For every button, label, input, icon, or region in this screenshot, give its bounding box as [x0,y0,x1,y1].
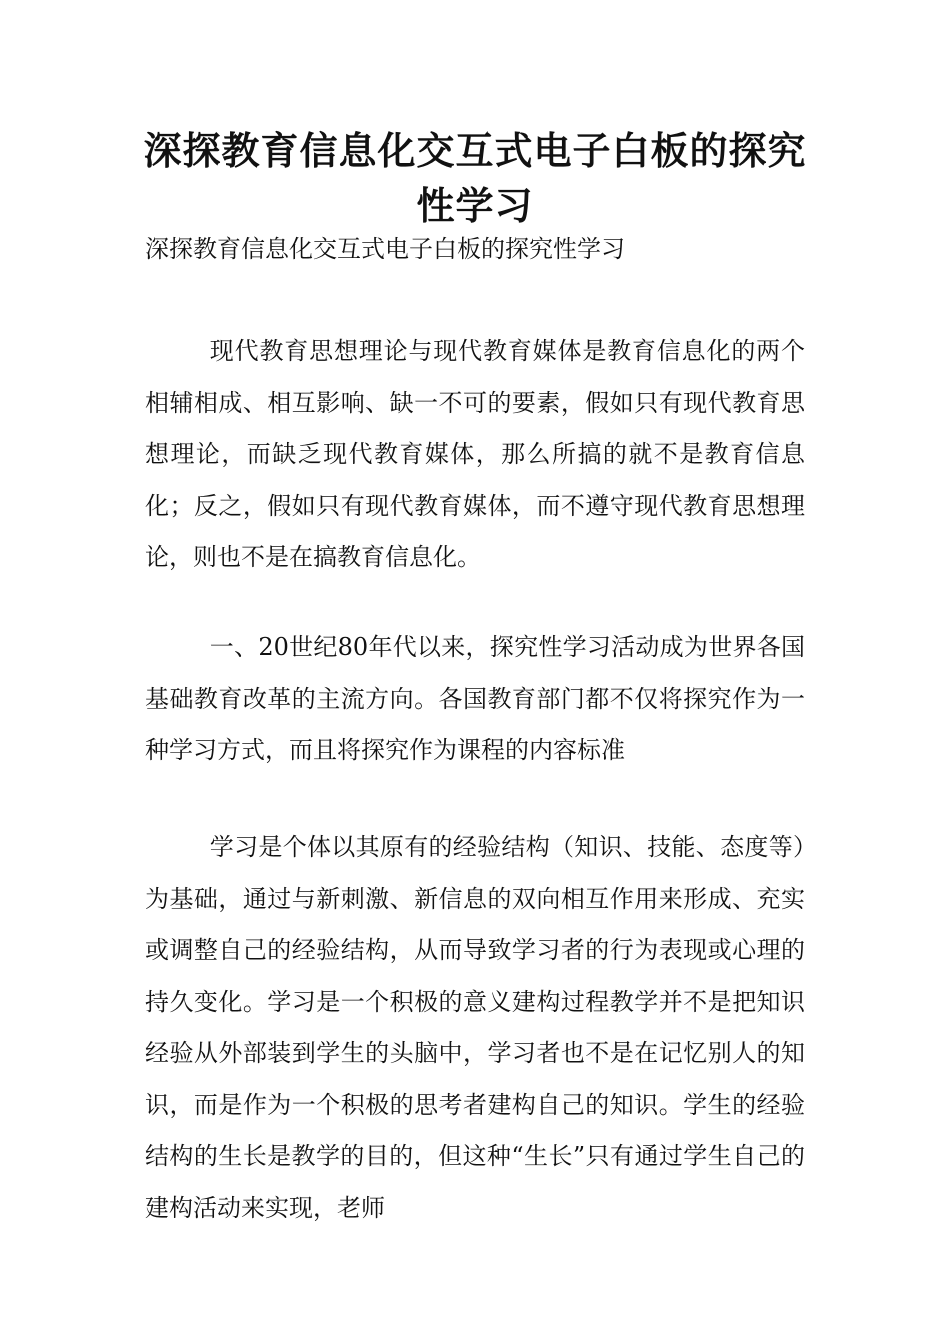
document-subtitle: 深探教育信息化交互式电子白板的探究性学习 [145,235,625,263]
paragraph-intro: 现代教育思想理论与现代教育媒体是教育信息化的两个相辅相成、相互影响、缺一不可的要素，假如只有现代教育思想理论，而缺乏现代教育媒体，那么所搞的就不是教育信息化；反之，假如只有现代教育媒体，而不遵守现代教育思想理论，则也不是在搞教育信息化。 [145,337,805,571]
paragraph-section-one: 一、20世纪80年代以来，探究性学习活动成为世界各国基础教育改革的主流方向。各国教育部门都不仅将探究作为一种学习方式，而且将探究作为课程的内容标准 [145,633,805,764]
document-title: 深探教育信息化交互式电子白板的探究性学习 [143,129,807,228]
paragraph-learning: 学习是个体以其原有的经验结构（知识、技能、态度等）为基础，通过与新刺激、新信息的双向相互作用来形成、充实或调整自己的经验结构，从而导致学习者的行为表现或心理的持久变化。学习是一个积极的意义建构过程教学并不是把知识经验从外部装到学生的头脑中，学习者也不是在记忆别人的知识，而是作为一个积极的思考者建构自己的知识。学生的经验结构的生长是教学的目的，但这种“生长”只有通过学生自己的建构活动来实现，老师 [145,833,805,1222]
